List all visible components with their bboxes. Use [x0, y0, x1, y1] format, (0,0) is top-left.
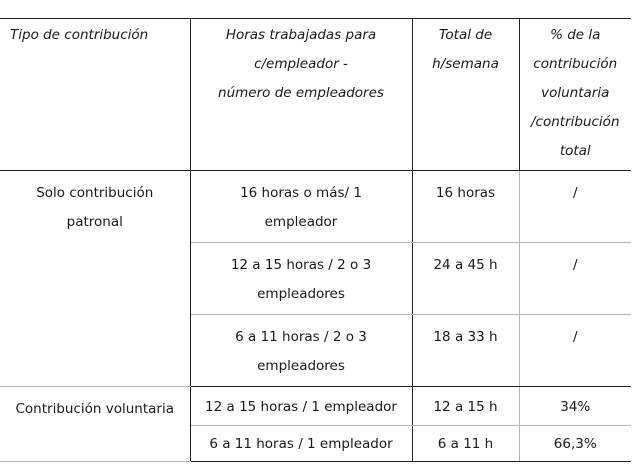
hours-cell — [190, 171, 412, 243]
hours-text: 16 horas o más/ 1 — [240, 185, 362, 201]
total-cell: 24 a 45 h — [412, 243, 519, 315]
group-type-cell — [0, 387, 190, 462]
header-text: número de empleadores — [218, 85, 384, 101]
header-total-hours-week — [412, 19, 519, 171]
header-contribution-type — [0, 19, 190, 171]
percentage-cell: 34% — [519, 387, 631, 426]
hours-text: empleadores — [257, 286, 345, 302]
header-text: c/empleador - — [254, 56, 348, 72]
hours-cell — [190, 426, 412, 462]
total-cell: 6 a 11 h — [412, 426, 519, 462]
table-body — [0, 171, 631, 462]
table-row — [0, 387, 631, 426]
hours-text: 12 a 15 horas / 2 o 3 — [230, 257, 372, 273]
contribution-table — [0, 18, 631, 462]
hours-text: empleadores — [257, 358, 345, 374]
hours-text: empleador — [264, 214, 338, 230]
group-type-text: Contribución voluntaria — [15, 401, 174, 417]
total-cell: 18 a 33 h — [412, 315, 519, 387]
header-text: /contribución — [531, 114, 620, 130]
header-text: contribución — [533, 56, 618, 72]
hours-cell — [190, 315, 412, 387]
percentage-cell: / — [519, 243, 631, 315]
header-text: h/semana — [432, 56, 499, 72]
group-type-text: Solo contribución — [36, 185, 154, 201]
hours-text: 12 a 15 horas / 1 empleador — [205, 399, 397, 415]
group-type-cell — [0, 171, 190, 387]
total-cell: 12 a 15 h — [412, 387, 519, 426]
percentage-cell: / — [519, 315, 631, 387]
hours-cell — [190, 243, 412, 315]
header-row — [0, 19, 631, 171]
hours-cell — [190, 387, 412, 426]
header-text: voluntaria — [541, 85, 610, 101]
hours-text: 6 a 11 horas / 2 o 3 — [235, 329, 367, 345]
table-row — [0, 171, 631, 243]
header-voluntary-percentage — [519, 19, 631, 171]
percentage-cell: / — [519, 171, 631, 243]
hours-text: 6 a 11 horas / 1 empleador — [209, 436, 393, 452]
header-text: total — [559, 143, 591, 159]
header-text: Tipo de contribución — [10, 27, 149, 43]
total-cell: 16 horas — [412, 171, 519, 243]
header-text: % de la — [550, 27, 601, 43]
header-hours-per-employer — [190, 19, 412, 171]
group-type-text: patronal — [66, 214, 123, 230]
header-text: Horas trabajadas para — [225, 27, 377, 43]
header-text: Total de — [438, 27, 493, 43]
table-header — [0, 19, 631, 171]
percentage-cell: 66,3% — [519, 426, 631, 462]
